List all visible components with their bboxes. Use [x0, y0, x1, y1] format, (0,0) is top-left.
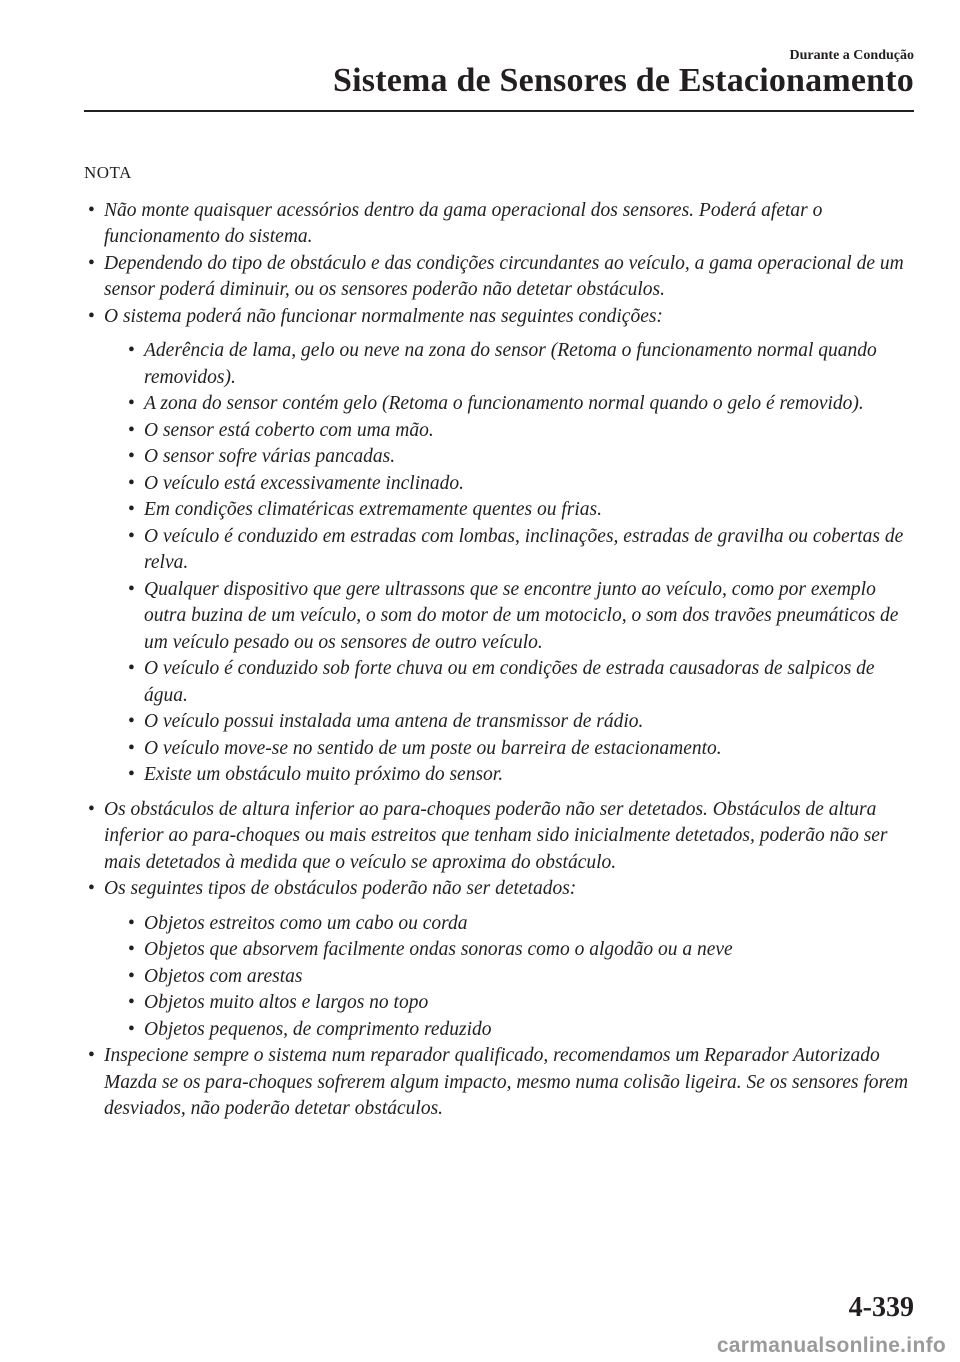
sub-item-text: Existe um obstáculo muito próximo do sensor. — [144, 764, 504, 785]
sub-item-text: Em condições climatéricas extremamente quentes ou frias. — [144, 499, 602, 520]
page-number: 4-339 — [848, 1292, 914, 1323]
bullet-icon: • — [128, 499, 135, 520]
page-title: Sistema de Sensores de Estacionamento — [333, 62, 914, 99]
note-item-text: Os obstáculos de altura inferior ao para-choques poderão não ser detetados. Obstáculos de altura inferior ao para-choques ou mais estreitos que tenham sido inicialmente detetados, poderão não ser mais detetados à medida que o veículo se aproxima do obstáculo. — [104, 798, 888, 873]
sub-item-text: Objetos com arestas — [144, 965, 303, 987]
sub-item-text: O veículo é conduzido sob forte chuva ou em condições de estrada causadoras de salpicos de água. — [144, 658, 875, 706]
sub-item — [104, 736, 916, 763]
bullet-icon: • — [128, 525, 135, 547]
sub-item — [104, 762, 916, 789]
bullet-icon: • — [88, 252, 95, 274]
bullet-icon: • — [88, 199, 95, 221]
sub-item-text: Objetos que absorvem facilmente ondas sonoras como o algodão ou a neve — [144, 939, 733, 960]
sub-item — [104, 964, 916, 991]
conditions-list — [104, 338, 916, 789]
sub-item — [104, 471, 916, 498]
sub-item-text: Aderência de lama, gelo ou neve na zona do sensor (Retoma o funcionamento normal quando removidos). — [144, 340, 877, 388]
bullet-icon: • — [88, 878, 95, 899]
sub-item-text: Objetos pequenos, de comprimento reduzido — [144, 1018, 492, 1040]
note-item — [84, 198, 916, 251]
bullet-icon: • — [128, 711, 135, 732]
sub-item-text: Objetos muito altos e largos no topo — [144, 992, 429, 1013]
sub-item-text: O veículo está excessivamente inclinado. — [144, 472, 465, 494]
bullet-icon: • — [128, 446, 135, 467]
section-header: Durante a Condução — [789, 48, 914, 63]
note-item-text: O sistema poderá não funcionar normalmente nas seguintes condições: — [104, 305, 663, 327]
bullet-icon: • — [128, 992, 135, 1013]
sub-item — [104, 524, 916, 577]
sub-item-text: O sensor está coberto com uma mão. — [144, 419, 434, 441]
note-item — [84, 797, 916, 877]
bullet-icon: • — [128, 419, 135, 441]
bullet-icon: • — [128, 939, 135, 960]
sub-item — [104, 444, 916, 471]
sub-item — [104, 497, 916, 524]
bullet-icon: • — [128, 393, 135, 414]
note-item-text: Os seguintes tipos de obstáculos poderão não ser detetados: — [104, 878, 577, 899]
note-item — [84, 1043, 916, 1123]
bullet-icon: • — [128, 912, 135, 934]
bullet-icon: • — [128, 658, 135, 679]
sub-item — [104, 709, 916, 736]
sub-item-text: O veículo move-se no sentido de um poste ou barreira de estacionamento. — [144, 737, 722, 759]
sub-item-text: A zona do sensor contém gelo (Retoma o funcionamento normal quando o gelo é removido). — [144, 393, 864, 414]
sub-item-text: Objetos estreitos como um cabo ou corda — [144, 912, 468, 934]
bullet-icon: • — [128, 1018, 135, 1040]
sub-item — [104, 338, 916, 391]
sub-item-text: O veículo é conduzido em estradas com lombas, inclinações, estradas de gravilha ou cobertas de relva. — [144, 525, 904, 573]
note-item — [84, 251, 916, 304]
bullet-icon: • — [128, 472, 135, 494]
note-item-text: Inspecione sempre o sistema num reparador qualificado, recomendamos um Reparador Autorizado Mazda se os para-choques sofrerem algum impacto, mesmo numa colisão ligeira. Se os sensores forem desviados, não poderão detetar obstáculos. — [104, 1045, 909, 1119]
note-list — [84, 198, 916, 1123]
sub-item-text: O veículo possui instalada uma antena de transmissor de rádio. — [144, 711, 644, 732]
bullet-icon: • — [88, 798, 95, 820]
sub-item-text: O sensor sofre várias pancadas. — [144, 446, 396, 467]
note-label: NOTA — [84, 163, 132, 182]
bullet-icon: • — [128, 965, 135, 987]
bullet-icon: • — [88, 305, 95, 327]
sub-item — [104, 391, 916, 418]
note-item — [84, 304, 916, 789]
bullet-icon: • — [128, 340, 135, 361]
sub-item — [104, 937, 916, 964]
bullet-icon: • — [128, 578, 135, 600]
sub-item — [104, 1017, 916, 1044]
sub-item-text: Qualquer dispositivo que gere ultrassons que se encontre junto ao veículo, como por exemplo outra buzina de um veículo, o som do motor de um motociclo, o som dos travões pneumáticos de um veículo pesado ou os sensores de outro veículo. — [144, 578, 899, 653]
header-divider — [84, 110, 914, 112]
watermark: carmanualsonline.info — [716, 1334, 946, 1357]
note-item — [84, 876, 916, 1043]
sub-item — [104, 990, 916, 1017]
sub-item — [104, 656, 916, 709]
note-item-text: Dependendo do tipo de obstáculo e das condições circundantes ao veículo, a gama operacional de um sensor poderá diminuir, ou os sensores poderão não detetar obstáculos. — [104, 252, 904, 300]
note-block — [84, 160, 916, 1123]
sub-item — [104, 418, 916, 445]
sub-item — [104, 577, 916, 657]
bullet-icon: • — [128, 737, 135, 759]
note-item-text: Não monte quaisquer acessórios dentro da gama operacional dos sensores. Poderá afetar o funcionamento do sistema. — [104, 199, 823, 247]
sub-item — [104, 911, 916, 938]
obstacle-types-list — [104, 911, 916, 1044]
bullet-icon: • — [128, 764, 135, 785]
bullet-icon: • — [88, 1045, 95, 1066]
